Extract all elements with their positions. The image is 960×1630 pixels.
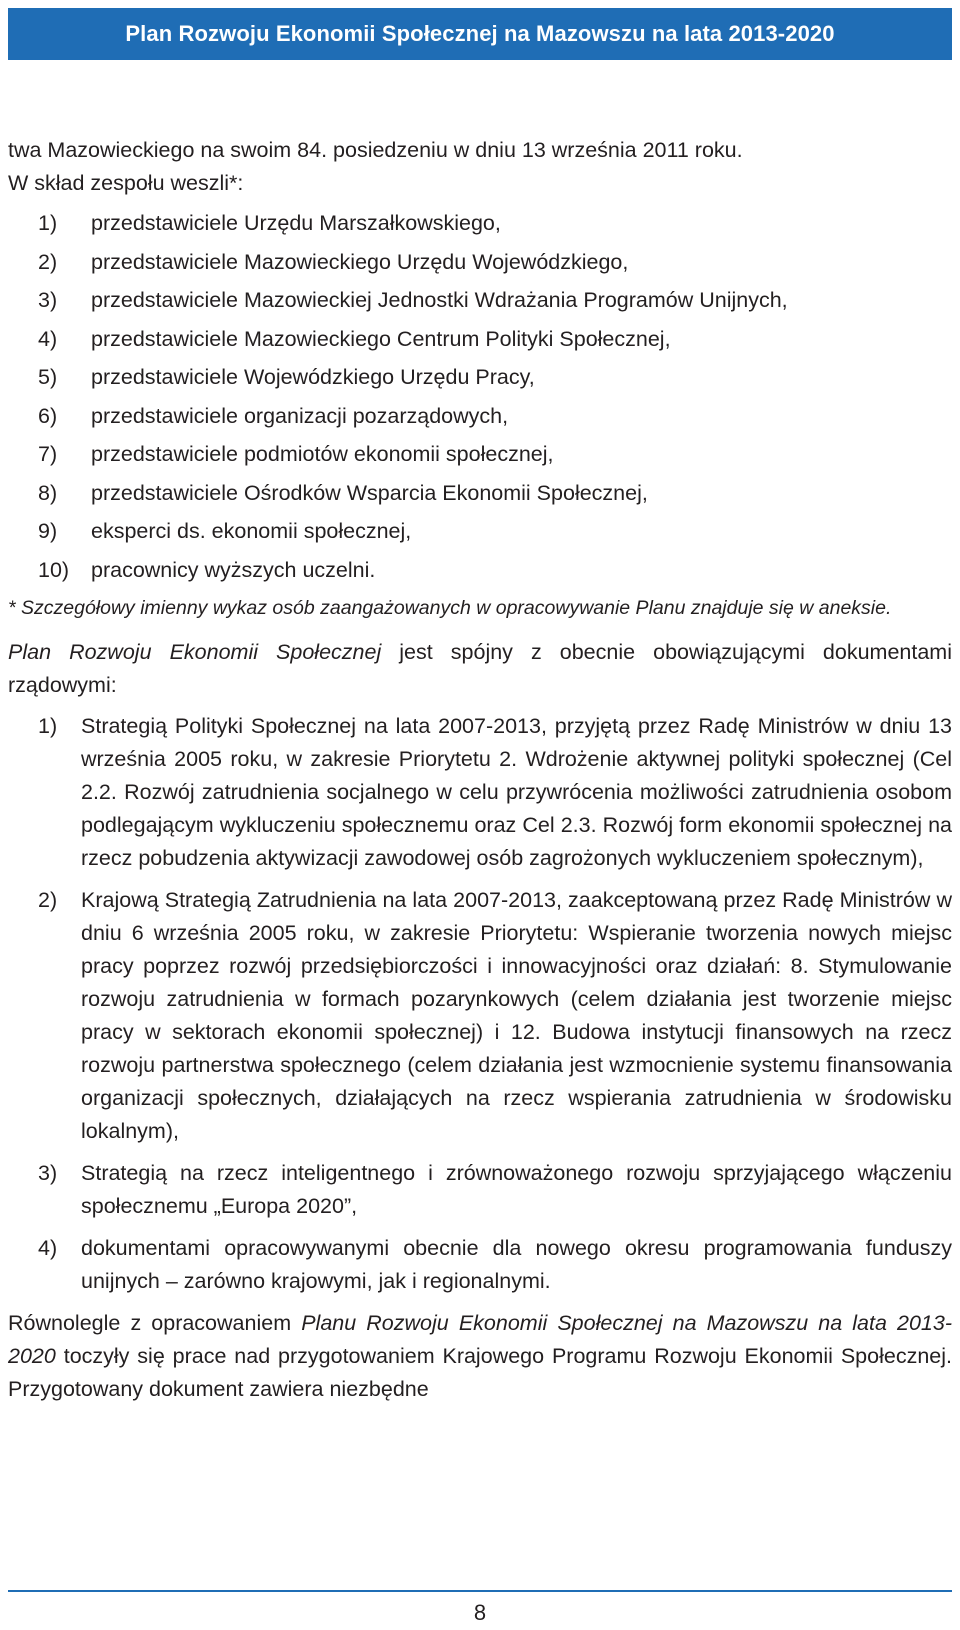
- footnote: * Szczegółowy imienny wykaz osób zaangażowanych w opracowywanie Planu znajduje się w aneksie.: [8, 597, 892, 619]
- closing-text: toczyły się prace nad przygotowaniem Krajowego Programu Rozwoju Ekonomii Społecznej. Przygotowany dokument zawiera niezbędne: [8, 1344, 952, 1401]
- list-number: 2): [38, 249, 58, 274]
- list-item: [8, 1157, 952, 1223]
- list-text: przedstawiciele Mazowieckiego Centrum Polityki Społecznej,: [91, 326, 671, 351]
- plan-title-italic: Plan Rozwoju Ekonomii Społecznej: [8, 640, 382, 664]
- consistency-text: jest spójny z obecnie obowiązującymi dokumentami rządowymi:: [8, 640, 952, 697]
- list-item: [8, 397, 952, 436]
- closing-start: Równolegle z opracowaniem: [8, 1311, 302, 1335]
- list-text: pracownicy wyższych uczelni.: [91, 557, 376, 582]
- list-number: 7): [38, 442, 58, 466]
- list-item: [8, 551, 952, 590]
- list-number: 5): [38, 365, 58, 389]
- closing-paragraph: [8, 1307, 952, 1406]
- list-number: 6): [38, 403, 58, 428]
- team-members-list: [8, 204, 952, 589]
- list-text: przedstawiciele Mazowieckiej Jednostki Wdrażania Programów Unijnych,: [91, 288, 788, 312]
- list-number: 9): [38, 519, 58, 543]
- header-title: Plan Rozwoju Ekonomii Społecznej na Mazowszu na lata 2013-2020: [125, 21, 835, 46]
- list-text: Strategią Polityki Społecznej na lata 2007-2013, przyjętą przez Radę Ministrów w dniu 13 września 2005 roku, w zakresie Priorytetu 2. Wdrożenie aktywnej polityki społecznej (Cel 2.2. Rozwój zatrudnienia socjalnego w celu przywrócenia możliwości zatrudnienia osobom podlegającym wykluczeniu społecznemu oraz Cel 2.3. Rozwój form ekonomii społecznej na rzecz pobudzenia aktywizacji zawodowej osób zagrożonych wykluczeniem społecznym),: [81, 714, 952, 870]
- list-item: [8, 710, 952, 875]
- list-number: 10): [38, 557, 70, 582]
- list-text: eksperci ds. ekonomii społecznej,: [91, 519, 412, 543]
- list-text: przedstawiciele podmiotów ekonomii społecznej,: [91, 442, 554, 466]
- list-number: 1): [38, 714, 58, 738]
- list-number: 3): [38, 1161, 58, 1185]
- list-item: [8, 1232, 952, 1298]
- documents-list: [8, 710, 952, 1298]
- footer-rule: [8, 1590, 952, 1592]
- list-text: przedstawiciele Mazowieckiego Urzędu Wojewódzkiego,: [91, 249, 629, 274]
- consistency-paragraph: [8, 636, 952, 702]
- team-intro: W skład zespołu weszli*:: [8, 171, 244, 195]
- list-text: przedstawiciele Ośrodków Wsparcia Ekonomii Społecznej,: [91, 480, 648, 505]
- list-text: Strategią na rzecz inteligentnego i zrównoważonego rozwoju sprzyjającego włączeniu społecznemu „Europa 2020”,: [81, 1161, 952, 1218]
- list-number: 1): [38, 211, 58, 235]
- list-item: [8, 204, 952, 243]
- list-item: [8, 358, 952, 397]
- list-item: [8, 884, 952, 1148]
- list-item: [8, 474, 952, 513]
- closing-title-italic: Planu Rozwoju Ekonomii Społecznej na Mazowszu na lata 2013-2020: [8, 1311, 953, 1368]
- list-number: 3): [38, 288, 58, 312]
- list-number: 4): [38, 326, 58, 351]
- page-content: [8, 134, 952, 1406]
- list-number: 8): [38, 480, 58, 505]
- list-text: dokumentami opracowywanymi obecnie dla nowego okresu programowania funduszy unijnych – zarówno krajowymi, jak i regionalnymi.: [81, 1236, 952, 1293]
- page-number: 8: [473, 1600, 487, 1625]
- list-number: 2): [38, 888, 58, 912]
- list-item: [8, 435, 952, 474]
- list-item: [8, 320, 952, 359]
- list-text: przedstawiciele Wojewódzkiego Urzędu Pracy,: [91, 365, 535, 389]
- list-text: Krajową Strategią Zatrudnienia na lata 2007-2013, zaakceptowaną przez Radę Ministrów w dniu 6 września 2005 roku, w zakresie Priorytetu: Wspieranie tworzenia nowych miejsc pracy poprzez rozwój przedsiębiorczości i innowacyjności oraz działań: 8. Stymulowanie rozwoju zatrudnienia w formach pozarynkowych (celem działania jest tworzenie miejsc pracy w sektorach ekonomii społecznej) i 12. Budowa instytucji finansowych na rzecz rozwoju partnerstwa społecznego (celem działania jest wzmocnienie systemu finansowania organizacji społecznych, działających na rzecz wspierania zatrudnienia w środowisku lokalnym),: [81, 888, 952, 1143]
- list-number: 4): [38, 1236, 58, 1260]
- page-header: [8, 8, 952, 60]
- list-text: przedstawiciele Urzędu Marszałkowskiego,: [91, 211, 501, 235]
- list-text: przedstawiciele organizacji pozarządowych,: [91, 403, 509, 428]
- list-item: [8, 512, 952, 551]
- list-item: [8, 243, 952, 282]
- continuation-paragraph: twa Mazowieckiego na swoim 84. posiedzeniu w dniu 13 września 2011 roku.: [8, 138, 743, 162]
- list-item: [8, 281, 952, 320]
